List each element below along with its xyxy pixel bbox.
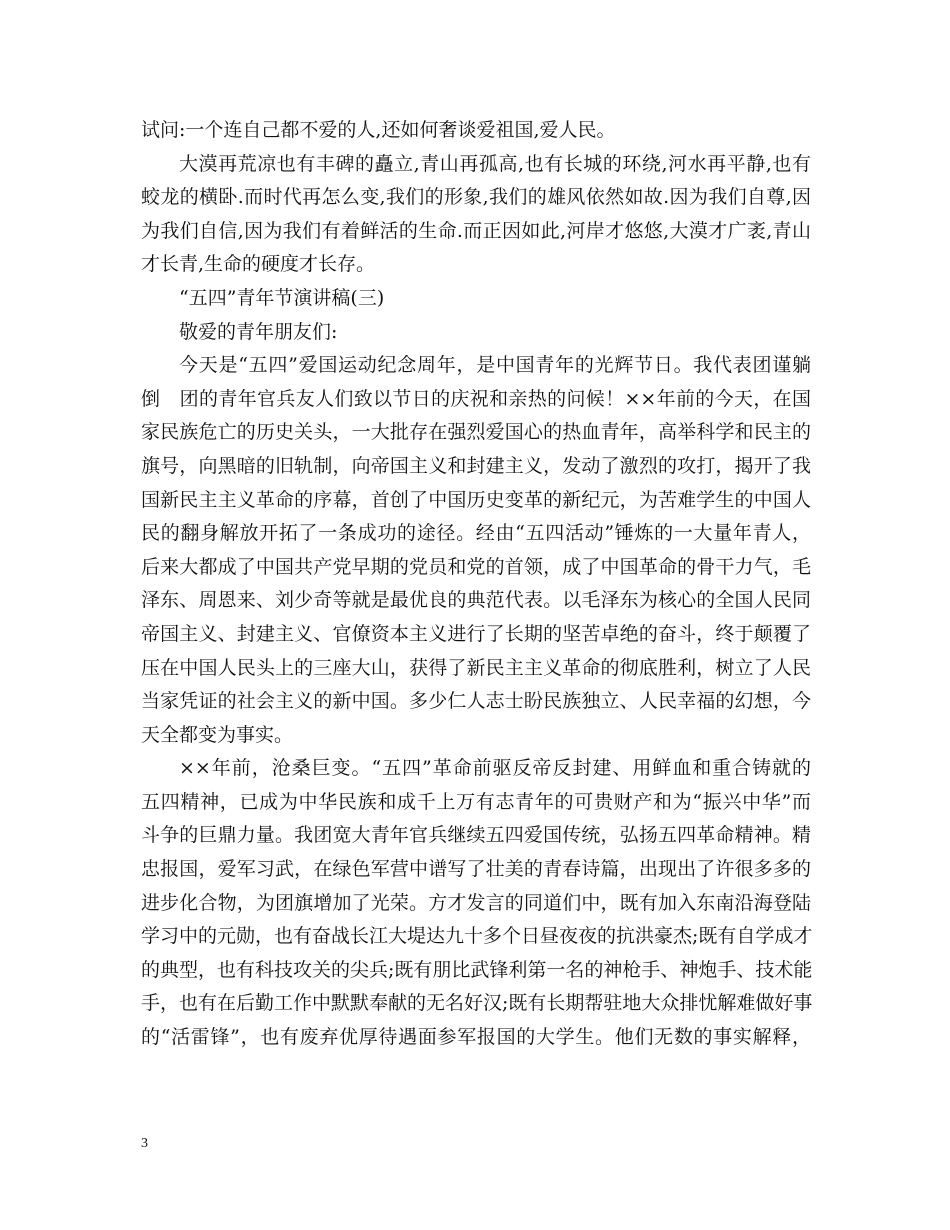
text-line: “五四”青年节演讲稿(三): [179, 286, 385, 309]
text-line: 斗争的巨鼎力量。我团宽大青年官兵继续五四爱国传统，弘扬五四革命精神。精: [141, 824, 811, 847]
text-line: 试问:一个连自己都不爱的人,还如何奢谈爱祖国,爱人民。: [141, 119, 616, 141]
text-line: 帝国主义、封建主义、官僚资本主义进行了长期的坚苦卓绝的奋斗，终于颠覆了: [141, 622, 811, 645]
body-text: [141, 114, 811, 1055]
text-line: 当家凭证的社会主义的新中国。多少仁人志士盼民族独立、人民幸福的幻想，今: [141, 690, 811, 713]
text-line: 家民族危亡的历史关头，一大批存在强烈爱国心的热血青年，高举科学和民主的: [141, 421, 811, 444]
text-line: 大漠再荒凉也有丰碑的矗立,青山再孤高,也有长城的环绕,河水再平静,也有: [179, 152, 811, 175]
text-line: 泽东、周恩来、刘少奇等就是最优良的典范代表。以毛泽东为核心的全国人民同: [141, 589, 811, 612]
text-line: 手，也有在后勤工作中默默奉献的无名好汉;既有长期帮驻地大众排忧解难做好事: [141, 992, 813, 1015]
text-line: ××年前，沧桑巨变。“五四”革命前驱反帝反封建、用鲜血和重合铸就的: [179, 757, 811, 780]
text-line: 敬爱的青年朋友们:: [179, 320, 338, 343]
text-line: 才长青,生命的硬度才长存。: [141, 253, 376, 276]
text-line: 国新民主主义革命的序幕，首创了中国历史变革的新纪元，为苦难学生的中国人: [141, 488, 811, 511]
text-line: 压在中国人民头上的三座大山，获得了新民主主义革命的彻底胜利，树立了人民: [141, 656, 811, 679]
text-line: 的典型，也有科技攻关的尖兵;既有朋比武锋利第一名的神枪手、神炮手、技术能: [141, 958, 813, 981]
text-line: 五四精神，已成为中华民族和成千上万有志青年的可贵财产和为“振兴中华”而: [141, 790, 811, 813]
text-line: 民的翻身解放开拓了一条成功的途径。经由“五四活动”锤炼的一大量年青人，: [141, 522, 811, 545]
text-line: 天全都变为事实。: [141, 723, 294, 746]
text-line: 的“活雷锋”，也有废弃优厚待遇面参军报国的大学生。他们无数的事实解释，: [141, 1026, 811, 1049]
text-line: 蛟龙的横卧.而时代再怎么变,我们的形象,我们的雄风依然如故.因为我们自尊,因: [141, 186, 811, 209]
text-line: 忠报国，爱军习武，在绿色军营中谱写了壮美的青春诗篇，出现出了许很多多的: [141, 858, 811, 881]
text-line: 为我们自信,因为我们有着鲜活的生命.而正因如此,河岸才悠悠,大漠才广袤,青山: [141, 219, 811, 242]
text-line: 进步化合物，为团旗增加了光荣。方才发言的同道们中，既有加入东南沿海登陆: [141, 891, 811, 914]
text-line: 旗号，向黑暗的旧轨制，向帝国主义和封建主义，发动了激烈的攻打，揭开了我: [141, 454, 811, 477]
text-line: 今天是“五四”爱国运动纪念周年，是中国青年的光辉节日。我代表团谨躺: [179, 354, 811, 377]
text-line: 学习中的元勋，也有奋战长江大堤达九十多个日昼夜夜的抗洪豪杰;既有自学成才: [141, 925, 813, 948]
text-line: 后来大都成了中国共产党早期的党员和党的首领，成了中国革命的骨干力气，毛: [141, 555, 811, 578]
text-line: 倒 团的青年官兵友人们致以节日的庆祝和亲热的问候！××年前的今天，在国: [141, 387, 811, 410]
page-number: 3: [141, 1136, 148, 1151]
